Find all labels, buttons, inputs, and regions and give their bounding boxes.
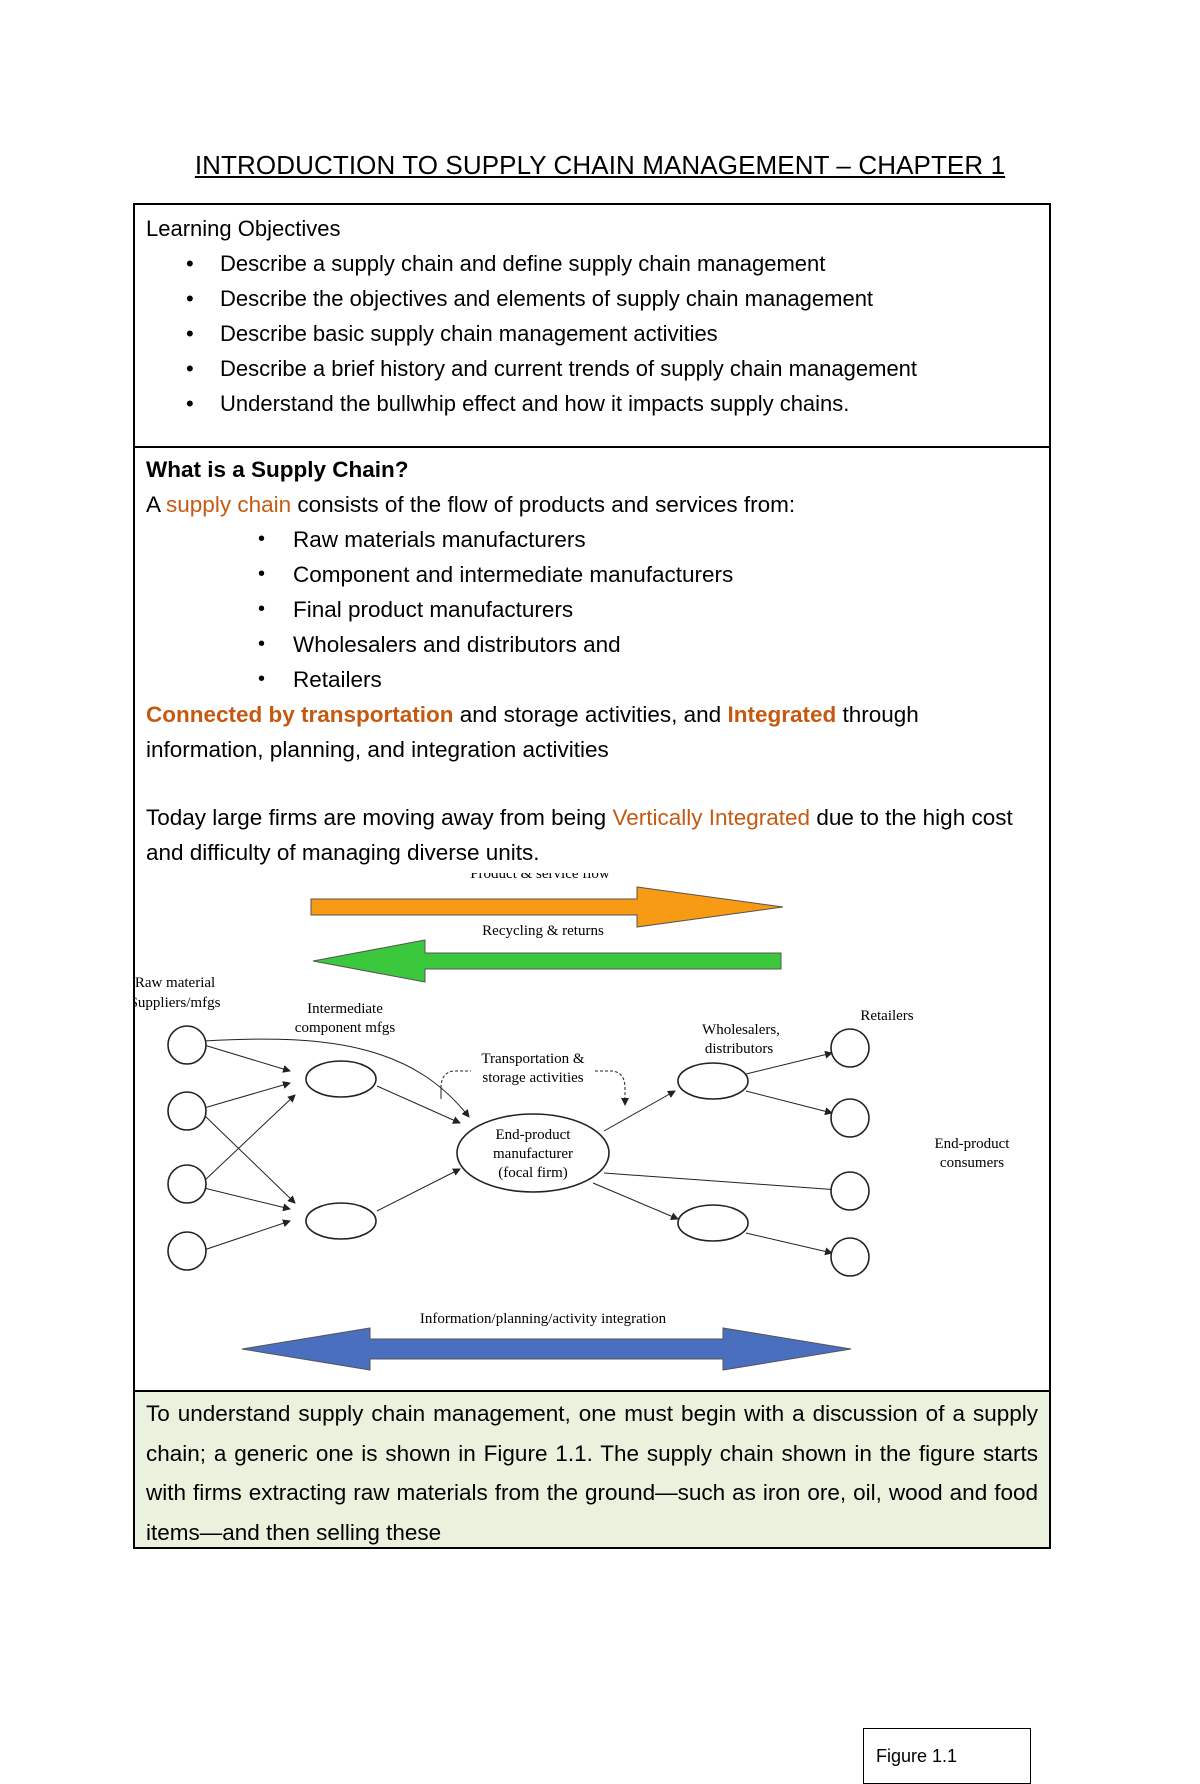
summary-box: To understand supply chain management, one must begin with a discussion of a supply chain; a generic one is shown in Figure 1.1. The supply chain shown in the figure starts with firms extracting raw materials from the ground—such as iron ore, oil, wood and food items—and then selling these — [133, 1392, 1051, 1549]
edge — [204, 1188, 290, 1209]
raw-material-label: Raw material — [135, 975, 216, 991]
retailer-node — [831, 1029, 869, 1067]
connected-paragraph — [146, 697, 1039, 767]
edge — [377, 1086, 460, 1123]
focal-firm-label: (focal firm) — [498, 1165, 568, 1181]
focal-firm-label: manufacturer — [493, 1146, 573, 1162]
edge — [746, 1233, 832, 1253]
supply-chain-item: • Raw materials manufacturers — [146, 522, 1039, 557]
info-integration-label: Information/planning/activity integration — [419, 1311, 667, 1327]
consumers-label: consumers — [939, 1155, 1005, 1171]
edge — [746, 1091, 832, 1113]
wholesalers-label: distributors — [704, 1041, 774, 1057]
supply-chain-item: • Retailers — [146, 662, 1039, 697]
figure-caption: Figure 1.1 — [863, 1728, 1031, 1784]
intermediate-node — [306, 1061, 376, 1097]
consumers-label: End-product — [934, 1136, 1010, 1152]
today-text: due to the high cost and difficulty of managing diverse units. — [146, 805, 1013, 865]
today-paragraph — [146, 800, 1039, 870]
objectives-heading: Learning Objectives — [146, 216, 341, 241]
edge — [204, 1083, 290, 1108]
edge — [204, 1095, 295, 1181]
wholesalers-label: Wholesalers, — [702, 1022, 780, 1038]
retailers-label: Retailers — [860, 1008, 914, 1024]
transport-label: Transportation & — [481, 1051, 585, 1067]
intermediate-node — [306, 1203, 376, 1239]
retailer-node — [831, 1238, 869, 1276]
supply-chain-diagram — [135, 873, 1053, 1393]
objective-item: • Describe the objectives and elements of supply chain management — [146, 281, 1039, 316]
retailer-node — [831, 1172, 869, 1210]
supply-chain-item: • Component and intermediate manufacturers — [146, 557, 1039, 592]
supply-chain-intro — [146, 487, 1039, 522]
edge — [204, 1115, 295, 1203]
raw-material-label: Suppliers/mfgs — [135, 995, 221, 1011]
transport-bracket-right — [595, 1071, 625, 1105]
edge — [377, 1169, 460, 1211]
edge — [204, 1045, 290, 1071]
recycling-arrow — [313, 940, 781, 982]
intermediate-label: Intermediate — [307, 1001, 383, 1017]
objective-item: • Describe basic supply chain management activities — [146, 316, 1039, 351]
recycling-label: Recycling & returns — [482, 923, 604, 939]
wholesaler-node — [678, 1063, 748, 1099]
page-title: INTRODUCTION TO SUPPLY CHAIN MANAGEMENT – CHAPTER 1 — [194, 150, 1006, 180]
product-flow-label: Product & service flow — [470, 873, 610, 882]
connected-text: and storage activities, and — [453, 702, 728, 727]
raw-material-node — [168, 1026, 206, 1064]
transport-bracket-left — [441, 1071, 471, 1088]
supply-chain-heading: What is a Supply Chain? — [146, 457, 409, 482]
raw-material-node — [168, 1165, 206, 1203]
raw-material-node — [168, 1232, 206, 1270]
vertically-integrated-term: Vertically Integrated — [612, 805, 811, 830]
edge — [204, 1221, 290, 1250]
supply-chain-item: • Final product manufacturers — [146, 592, 1039, 627]
objective-item: • Describe a brief history and current trends of supply chain management — [146, 351, 1039, 386]
supply-chain-list — [146, 522, 1039, 697]
supply-chain-item: • Wholesalers and distributors and — [146, 627, 1039, 662]
objective-item: • Describe a supply chain and define supply chain management — [146, 246, 1039, 281]
connected-term: Connected by transportation — [146, 702, 454, 727]
edge — [593, 1183, 678, 1219]
objectives-list — [146, 246, 1039, 421]
supply-chain-term: supply chain — [166, 492, 292, 517]
connected-text: through information, planning, and integration activities — [146, 702, 919, 762]
intro-text: consists of the flow of products and services from: — [291, 492, 796, 517]
learning-objectives-box — [133, 203, 1051, 448]
retailer-node — [831, 1099, 869, 1137]
today-text: Today large firms are moving away from being — [146, 805, 613, 830]
intermediate-label: component mfgs — [294, 1020, 396, 1036]
info-integration-arrow — [242, 1328, 851, 1370]
edge — [604, 1091, 675, 1131]
transport-label: storage activities — [482, 1070, 584, 1086]
raw-material-node — [168, 1092, 206, 1130]
wholesaler-node — [678, 1205, 748, 1241]
content-frame — [133, 203, 1051, 1766]
intro-text: A — [146, 492, 167, 517]
edge — [604, 1173, 839, 1190]
objective-item: • Understand the bullwhip effect and how it impacts supply chains. — [146, 386, 1039, 421]
focal-firm-label: End-product — [495, 1127, 571, 1143]
integrated-term: Integrated — [727, 702, 837, 727]
product-flow-arrow — [311, 887, 783, 927]
